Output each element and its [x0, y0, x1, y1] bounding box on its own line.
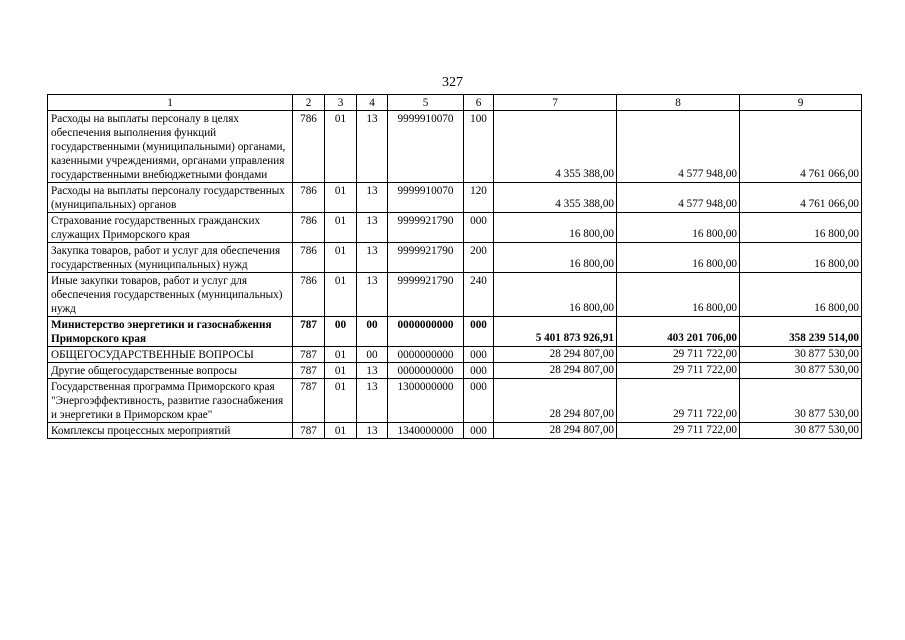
- row-amount-year2-cell: 29 711 722,00: [617, 423, 740, 439]
- row-name-cell: Иные закупки товаров, работ и услуг для обеспечения государственных (муниципальных) нужд: [48, 273, 293, 317]
- row-amount-year2-cell: 29 711 722,00: [617, 363, 740, 379]
- row-ministry-code-cell: 786: [293, 111, 325, 183]
- row-amount-year2-cell: 4 577 948,00: [617, 111, 740, 183]
- row-name-cell: Закупка товаров, работ и услуг для обеспечения государственных (муниципальных) нужд: [48, 243, 293, 273]
- row-ministry-code-cell: 787: [293, 379, 325, 423]
- row-section-cell: 01: [325, 379, 357, 423]
- row-amount-year3-cell: 30 877 530,00: [740, 379, 862, 423]
- row-target-article-cell: 9999921790: [388, 243, 464, 273]
- row-name-cell: Министерство энергетики и газоснабжения Приморского края: [48, 317, 293, 347]
- row-name-cell: Комплексы процессных мероприятий: [48, 423, 293, 439]
- row-target-article-cell: 9999921790: [388, 273, 464, 317]
- row-amount-year1-cell: 28 294 807,00: [494, 347, 617, 363]
- row-amount-year1-cell: 16 800,00: [494, 273, 617, 317]
- row-subsection-cell: 13: [357, 243, 388, 273]
- table-row: [48, 111, 862, 183]
- row-section-cell: 01: [325, 111, 357, 183]
- row-amount-year1-cell: 28 294 807,00: [494, 423, 617, 439]
- row-name-cell: Расходы на выплаты персоналу в целях обеспечения выполнения функций государственными (муниципальными) органами, казенными учреждениями, органами управления государственными внебюджетными фондами: [48, 111, 293, 183]
- table-row: [48, 273, 862, 317]
- row-expense-type-cell: 000: [464, 363, 494, 379]
- row-section-cell: 00: [325, 317, 357, 347]
- row-subsection-cell: 13: [357, 213, 388, 243]
- header-cell-8: 8: [617, 95, 740, 111]
- row-subsection-cell: 13: [357, 183, 388, 213]
- row-target-article-cell: 9999921790: [388, 213, 464, 243]
- row-ministry-code-cell: 787: [293, 363, 325, 379]
- header-cell-2: 2: [293, 95, 325, 111]
- row-subsection-cell: 00: [357, 347, 388, 363]
- row-target-article-cell: 9999910070: [388, 183, 464, 213]
- row-amount-year1-cell: 5 401 873 926,91: [494, 317, 617, 347]
- row-amount-year3-cell: 30 877 530,00: [740, 423, 862, 439]
- row-amount-year2-cell: 403 201 706,00: [617, 317, 740, 347]
- row-amount-year3-cell: 16 800,00: [740, 273, 862, 317]
- row-name-cell: Другие общегосударственные вопросы: [48, 363, 293, 379]
- row-section-cell: 01: [325, 273, 357, 317]
- table-row: [48, 317, 862, 347]
- row-target-article-cell: 0000000000: [388, 317, 464, 347]
- budget-table: [47, 94, 862, 439]
- row-amount-year1-cell: 16 800,00: [494, 213, 617, 243]
- row-amount-year2-cell: 16 800,00: [617, 273, 740, 317]
- row-amount-year1-cell: 4 355 388,00: [494, 111, 617, 183]
- table-row: [48, 243, 862, 273]
- table-header-row: [48, 95, 862, 111]
- header-cell-9: 9: [740, 95, 862, 111]
- row-ministry-code-cell: 787: [293, 347, 325, 363]
- row-subsection-cell: 13: [357, 273, 388, 317]
- table-row: [48, 347, 862, 363]
- row-ministry-code-cell: 786: [293, 243, 325, 273]
- row-target-article-cell: 0000000000: [388, 347, 464, 363]
- row-amount-year2-cell: 29 711 722,00: [617, 379, 740, 423]
- row-section-cell: 01: [325, 183, 357, 213]
- row-expense-type-cell: 000: [464, 347, 494, 363]
- row-name-cell: Страхование государственных гражданских служащих Приморского края: [48, 213, 293, 243]
- row-name-cell: ОБЩЕГОСУДАРСТВЕННЫЕ ВОПРОСЫ: [48, 347, 293, 363]
- row-amount-year2-cell: 16 800,00: [617, 243, 740, 273]
- row-amount-year1-cell: 28 294 807,00: [494, 379, 617, 423]
- table-row: [48, 183, 862, 213]
- header-cell-7: 7: [494, 95, 617, 111]
- row-subsection-cell: 13: [357, 379, 388, 423]
- row-section-cell: 01: [325, 423, 357, 439]
- header-cell-1: 1: [48, 95, 293, 111]
- row-name-cell: Расходы на выплаты персоналу государственных (муниципальных) органов: [48, 183, 293, 213]
- row-subsection-cell: 00: [357, 317, 388, 347]
- row-ministry-code-cell: 786: [293, 213, 325, 243]
- row-section-cell: 01: [325, 213, 357, 243]
- row-amount-year2-cell: 29 711 722,00: [617, 347, 740, 363]
- row-expense-type-cell: 000: [464, 423, 494, 439]
- header-cell-3: 3: [325, 95, 357, 111]
- header-cell-6: 6: [464, 95, 494, 111]
- row-amount-year1-cell: 4 355 388,00: [494, 183, 617, 213]
- row-expense-type-cell: 000: [464, 317, 494, 347]
- row-amount-year3-cell: 30 877 530,00: [740, 347, 862, 363]
- header-cell-4: 4: [357, 95, 388, 111]
- header-cell-5: 5: [388, 95, 464, 111]
- row-section-cell: 01: [325, 243, 357, 273]
- row-expense-type-cell: 000: [464, 379, 494, 423]
- row-subsection-cell: 13: [357, 111, 388, 183]
- row-target-article-cell: 1300000000: [388, 379, 464, 423]
- row-expense-type-cell: 100: [464, 111, 494, 183]
- row-amount-year3-cell: 358 239 514,00: [740, 317, 862, 347]
- table-row: [48, 423, 862, 439]
- row-target-article-cell: 0000000000: [388, 363, 464, 379]
- row-subsection-cell: 13: [357, 363, 388, 379]
- row-amount-year2-cell: 4 577 948,00: [617, 183, 740, 213]
- row-subsection-cell: 13: [357, 423, 388, 439]
- row-amount-year3-cell: 4 761 066,00: [740, 111, 862, 183]
- row-target-article-cell: 1340000000: [388, 423, 464, 439]
- row-ministry-code-cell: 786: [293, 183, 325, 213]
- row-amount-year3-cell: 16 800,00: [740, 243, 862, 273]
- row-ministry-code-cell: 787: [293, 423, 325, 439]
- row-section-cell: 01: [325, 347, 357, 363]
- row-amount-year3-cell: 4 761 066,00: [740, 183, 862, 213]
- table-row: [48, 379, 862, 423]
- row-amount-year3-cell: 30 877 530,00: [740, 363, 862, 379]
- table-row: [48, 363, 862, 379]
- row-section-cell: 01: [325, 363, 357, 379]
- table-row: [48, 213, 862, 243]
- row-amount-year1-cell: 28 294 807,00: [494, 363, 617, 379]
- row-target-article-cell: 9999910070: [388, 111, 464, 183]
- row-expense-type-cell: 120: [464, 183, 494, 213]
- row-expense-type-cell: 240: [464, 273, 494, 317]
- row-name-cell: Государственная программа Приморского края "Энергоэффективность, развитие газоснабжения и энергетики в Приморском крае": [48, 379, 293, 423]
- row-ministry-code-cell: 786: [293, 273, 325, 317]
- row-amount-year1-cell: 16 800,00: [494, 243, 617, 273]
- row-ministry-code-cell: 787: [293, 317, 325, 347]
- page-number: 327: [442, 75, 463, 90]
- row-amount-year3-cell: 16 800,00: [740, 213, 862, 243]
- row-expense-type-cell: 000: [464, 213, 494, 243]
- row-expense-type-cell: 200: [464, 243, 494, 273]
- row-amount-year2-cell: 16 800,00: [617, 213, 740, 243]
